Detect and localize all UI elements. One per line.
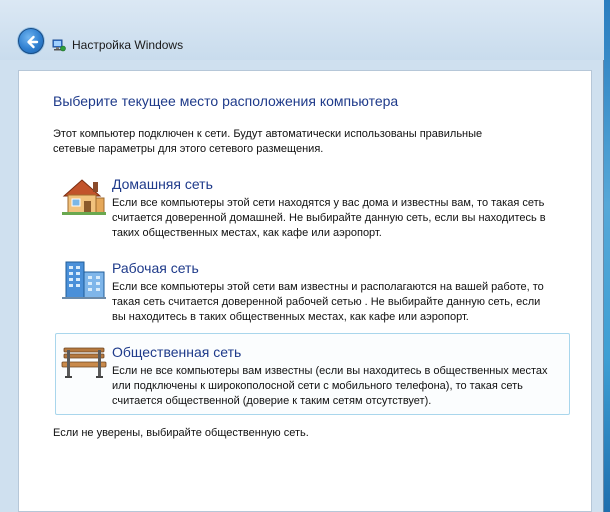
description-line: Если все компьютеры этой сети находятся у вас дома и известны вам, то такая сеть: [112, 197, 545, 209]
bench-icon: [60, 340, 108, 384]
intro-line: сетевые параметры для этого сетевого размещения.: [53, 143, 324, 155]
window-title: Настройка Windows: [72, 38, 184, 52]
title-bar: [0, 0, 604, 60]
description-line: Если не все компьютеры вам известны (если вы находитесь в общественных местах: [112, 365, 548, 377]
description-line: или подключены к широкополосной сети с мобильного телефона), то такая сеть: [112, 380, 523, 392]
option-public-network[interactable]: [55, 333, 570, 415]
content-panel: [18, 70, 592, 512]
option-home-network[interactable]: [55, 173, 570, 243]
option-description: [112, 196, 568, 241]
network-setup-icon: [52, 38, 66, 52]
house-icon: [60, 174, 108, 218]
description-line: считается общественной (доверие к таким сетям отсутствует).: [112, 395, 432, 407]
option-work-network[interactable]: [55, 257, 570, 327]
option-description: [112, 280, 568, 325]
office-building-icon: [60, 258, 108, 302]
option-title: Общественная сеть: [112, 344, 242, 360]
description-line: такая сеть считается доверенной рабочей сетью . Не выбирайте данную сеть, если: [112, 296, 541, 308]
footer-hint: Если не уверены, выбирайте общественную сеть.: [53, 427, 309, 439]
intro-line: Этот компьютер подключен к сети. Будут автоматически использованы правильные: [53, 128, 483, 140]
page-heading: Выберите текущее место расположения компьютера: [53, 93, 399, 109]
option-description: [112, 364, 568, 409]
option-title: Домашняя сеть: [112, 176, 213, 192]
intro-text: [53, 127, 533, 157]
back-button[interactable]: [18, 28, 44, 54]
arrow-left-icon: [24, 34, 40, 50]
description-line: считается доверенной домашней. Не выбирайте данную сеть, если вы находитесь в: [112, 212, 546, 224]
description-line: вы находитесь в таких общественных местах, как кафе или аэропорт.: [112, 311, 469, 323]
description-line: Если все компьютеры этой сети вам известны и располагаются на вашей работе, то: [112, 281, 544, 293]
description-line: таких общественных местах, как кафе или аэропорт.: [112, 227, 382, 239]
option-title: Рабочая сеть: [112, 260, 199, 276]
